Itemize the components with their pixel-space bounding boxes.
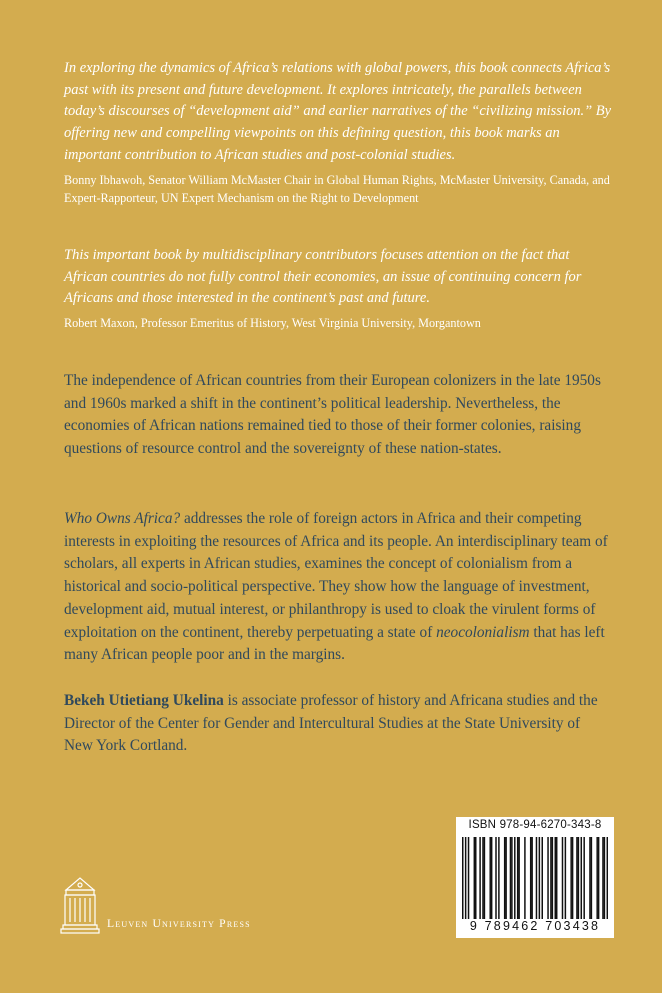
endorsement-quote: This important book by multidisciplinary contributors focuses attention on the fact that African countries do not fully control their economies, an issue of continuing concern for Africans and those interested in the continent’s past and future. xyxy=(64,247,582,307)
paragraph-text xyxy=(64,508,612,667)
endorsement-1 xyxy=(64,58,612,208)
endorsement-attribution: Bonny Ibhawoh, Senator William McMaster Chair in Global Human Rights, McMaster University, Canada, and Expert-Rapporteur, UN Expert Mechanism on the Right to Development xyxy=(64,172,610,206)
endorsement-attribution: Robert Maxon, Professor Emeritus of History, West Virginia University, Morgantown xyxy=(64,316,481,331)
endorsement-2 xyxy=(64,245,612,333)
bio-text: is associate professor of history and Africana studies and the Director of the Center for Gender and Intercultural Studies at the State University of New York Cortland. xyxy=(64,692,598,755)
isbn-label: ISBN 978-94-6270-343-8 xyxy=(468,819,602,831)
paragraph-text: The independence of African countries from their European colonizers in the late 1950s and 1960s marked a shift in the continent’s political leadership. Nevertheless, the economies of African nations remained tied to those of their former colonies, raising questions of resource control and the sovereignty of these nation-states. xyxy=(64,372,601,458)
book-title: Who Owns Africa? xyxy=(64,510,181,527)
paragraph-segment: that has left many African people poor and in the margins. xyxy=(64,623,605,664)
author-name: Bekeh Utietiang Ukelina xyxy=(64,692,224,709)
isbn-barcode xyxy=(456,817,614,938)
paragraph-segment: addresses the role of foreign actors in Africa and their competing interests in exploiting the resources of Africa and its people. An interdisciplinary team of scholars, all experts in African studies, examines the concept of colonialism from a historical and socio-political perspective. They show how the language of investment, development aid, mutual interest, or philanthropy is used to cloak the virulent forms of exploitation on the continent, thereby perpetuating a state of xyxy=(64,510,608,641)
endorsement-quote: In exploring the dynamics of Africa’s relations with global powers, this book connects Africa’s past with its present and future development. It explores intricately, the parallels between today’s discourses of “development aid” and earlier narratives of the “civilizing mission.” By offering new and compelling viewpoints on this defining question, this book marks an important contribution to African studies and post-colonial studies. xyxy=(64,60,612,163)
publisher-name: Leuven University Press xyxy=(107,917,251,930)
author-bio xyxy=(64,690,612,758)
emphasis-term: neocolonialism xyxy=(436,623,530,641)
isbn-digits: 9 789462 703438 xyxy=(469,919,601,933)
paragraph-text xyxy=(64,690,612,758)
barcode-bars xyxy=(462,837,608,919)
library-building-icon xyxy=(60,874,100,936)
description-paragraph-1 xyxy=(64,370,612,461)
description-paragraph-2 xyxy=(64,508,612,667)
